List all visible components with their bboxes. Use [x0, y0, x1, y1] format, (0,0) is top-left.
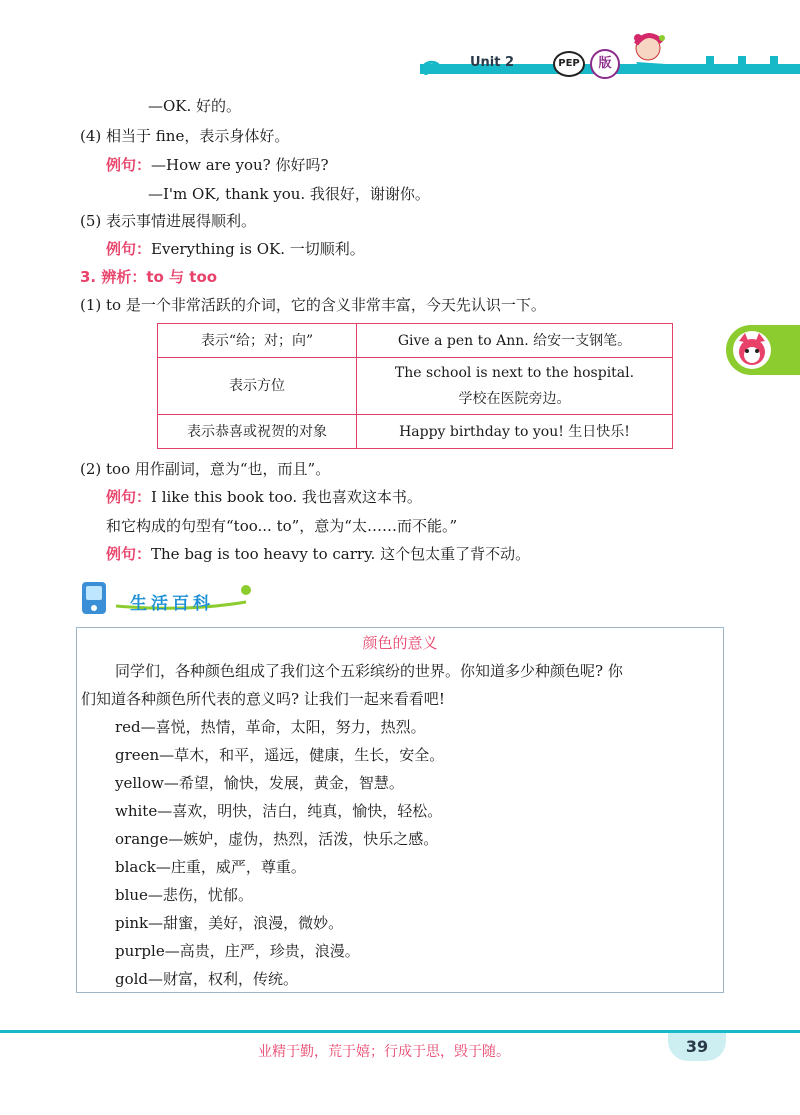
color-item-gold: gold—财富，权利，传统。	[115, 970, 299, 988]
item-5-example	[106, 238, 365, 260]
life-banner-title: 生活百科	[130, 594, 214, 614]
box-intro-line-2: 们知道各种颜色所代表的意义吗? 让我们一起来看看吧!	[81, 690, 445, 708]
too-pattern: 和它构成的句型有“too... to”，意为“太……而不能。”	[106, 517, 458, 535]
color-item-yellow: yellow—希望，愉快，发展，黄金，智慧。	[115, 774, 404, 792]
table-cell-example: Happy birthday to you! 生日快乐!	[357, 415, 673, 449]
to-usage-table	[157, 323, 673, 449]
example-label: 例句：	[106, 156, 152, 174]
color-item-orange: orange—嫉妒，虚伪，热烈，活泼，快乐之感。	[115, 830, 439, 848]
table-row	[158, 324, 673, 358]
ok-reply-line: —OK. 好的。	[148, 97, 242, 115]
too-example-2	[106, 543, 530, 565]
color-item-green: green—草木，和平，遥远，健康，生长，安全。	[115, 746, 445, 764]
table-cell-meaning: 表示方位	[158, 358, 357, 415]
item-5-heading: (5) 表示事情进展得顺利。	[80, 212, 257, 230]
color-item-black: black—庄重，威严，尊重。	[115, 858, 306, 876]
section-3-heading: 3. 辨析：to 与 too	[80, 268, 218, 286]
page-number: 39	[668, 1033, 726, 1061]
example-text: —How are you? 你好吗?	[151, 156, 329, 174]
too-intro: (2) too 用作副词，意为“也，而且”。	[80, 460, 331, 478]
checker-pattern-decoration	[690, 56, 798, 78]
example-label: 例句：	[106, 240, 152, 258]
color-meaning-box	[76, 627, 724, 993]
edition-badge: 版	[590, 49, 620, 79]
box-intro-line-1: 同学们，各种颜色组成了我们这个五彩缤纷的世界。你知道多少种颜色呢? 你	[115, 662, 623, 680]
table-row	[158, 358, 673, 415]
too-example-1	[106, 486, 422, 508]
header-unit-label: Unit 2	[470, 55, 515, 70]
example-label: 例句：	[106, 488, 152, 506]
example-text: I like this book too. 我也喜欢这本书。	[151, 488, 422, 506]
color-item-blue: blue—悲伤，忧郁。	[115, 886, 253, 904]
to-intro: (1) to 是一个非常活跃的介词，它的含义非常丰富，今天先认识一下。	[80, 296, 546, 314]
footer-motto: 业精于勤，荒于嬉；行成于思，毁于随。	[258, 1044, 510, 1060]
table-cell-meaning: 表示恭喜或祝贺的对象	[158, 415, 357, 449]
color-item-purple: purple—高贵，庄严，珍贵，浪漫。	[115, 942, 360, 960]
item-4-example-2: —I'm OK, thank you. 我很好，谢谢你。	[148, 185, 430, 203]
table-row	[158, 415, 673, 449]
color-item-red: red—喜悦，热情，革命，太阳，努力，热烈。	[115, 718, 426, 736]
table-cell-example-line2: 学校在医院旁边。	[458, 391, 571, 407]
example-text: Everything is OK. 一切顺利。	[151, 240, 365, 258]
girl-mascot-icon	[618, 28, 676, 82]
box-title: 颜色的意义	[362, 634, 438, 652]
item-4-example-1	[106, 154, 329, 176]
table-cell-meaning: 表示“给；对；向”	[158, 324, 357, 358]
color-item-pink: pink—甜蜜，美好，浪漫，微妙。	[115, 914, 344, 932]
table-cell-example	[357, 358, 673, 415]
header-swirl-icon	[418, 56, 448, 82]
pep-badge: PEP	[553, 51, 585, 77]
table-cell-example: Give a pen to Ann. 给安一支钢笔。	[357, 324, 673, 358]
table-cell-example-line1: The school is next to the hospital.	[394, 365, 635, 381]
example-label: 例句：	[106, 545, 152, 563]
example-text: The bag is too heavy to carry. 这个包太重了背不动。	[151, 545, 531, 563]
fox-face-icon	[733, 331, 771, 369]
item-4-heading: (4) 相当于 fine，表示身体好。	[80, 127, 290, 145]
color-item-white: white—喜欢，明快，洁白，纯真，愉快，轻松。	[115, 802, 443, 820]
